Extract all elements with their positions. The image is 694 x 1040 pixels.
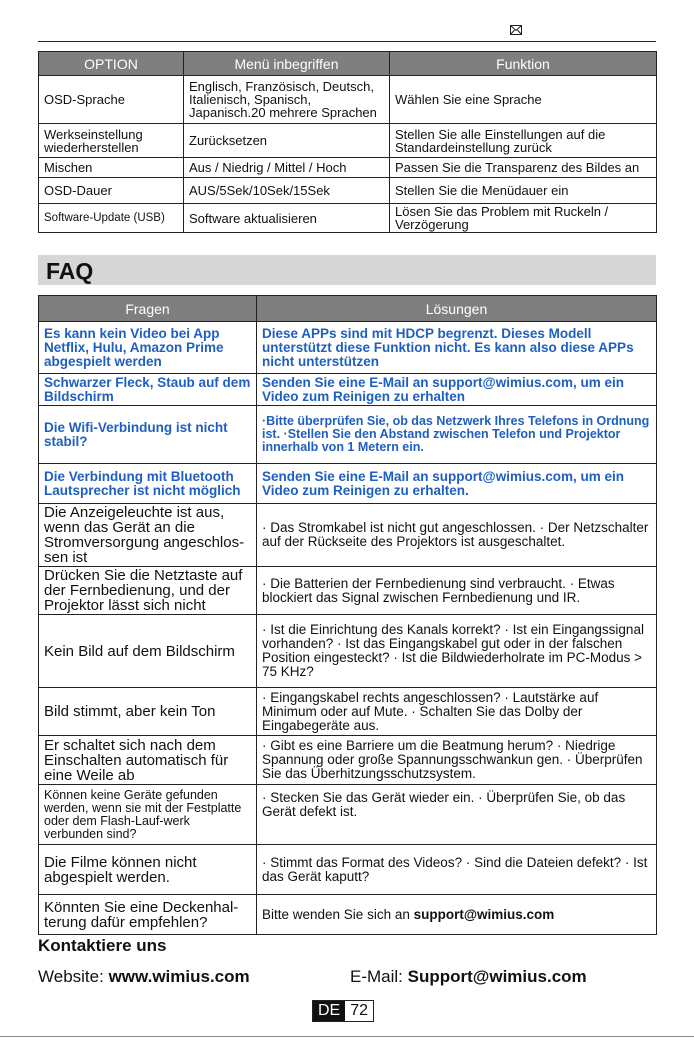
faq-answer: · Die Batterien der Fernbedienung sind verbraucht. · Etwas blockiert das Signal zwischen Fernbedienung und IR.: [257, 567, 657, 615]
faq-answer: · Ist die Einrichtung des Kanals korrekt? · Ist ein Eingangssignal vorhanden? · Ist das Eingangskabel gut oder in der falschen Position eingesteckt? · Ist die Bildwiederholrate im PC-Modus > 75 KHz?: [257, 615, 657, 688]
language-label: DE: [313, 1001, 345, 1021]
contact-title: Kontaktiere uns: [38, 936, 167, 955]
faq-header-solutions: Lösungen: [257, 296, 657, 322]
table-row: [39, 158, 657, 178]
table-row: [39, 688, 657, 736]
options-header-option: OPTION: [39, 52, 184, 76]
option-menu: Zurücksetzen: [184, 124, 390, 158]
faq-question: Die Anzeigeleuchte ist aus, wenn das Gerät an die Stromversorgung angeschlos-sen ist: [39, 504, 257, 567]
email-line: [350, 967, 587, 987]
option-name: OSD-Dauer: [39, 178, 184, 204]
option-name: Werkseinstellung wiederherstellen: [39, 124, 184, 158]
faq-title: FAQ: [46, 258, 94, 284]
table-row: [39, 785, 657, 845]
option-function: Stellen Sie alle Einstellungen auf die Standardeinstellung zurück: [390, 124, 657, 158]
faq-answer: · Stimmt das Format des Videos? · Sind die Dateien defekt? · Ist das Gerät kaputt?: [257, 845, 657, 895]
option-name: Software-Update (USB): [39, 204, 184, 233]
table-row: [39, 124, 657, 158]
page-badge: [312, 1000, 374, 1022]
faq-question: Er schaltet sich nach dem Einschalten automatisch für eine Weile ab: [39, 736, 257, 785]
option-name: Mischen: [39, 158, 184, 178]
option-menu: AUS/5Sek/10Sek/15Sek: [184, 178, 390, 204]
option-menu: Software aktualisieren: [184, 204, 390, 233]
table-row: [39, 322, 657, 374]
faq-answer: · Das Stromkabel ist nicht gut angeschlossen. · Der Netzschalter auf der Rückseite des Projektors ist ausgeschaltet.: [257, 504, 657, 567]
faq-answer-prefix: Bitte wenden Sie sich an: [262, 906, 414, 922]
faq-question: Könnten Sie eine Deckenhal-terung dafür empfehlen?: [39, 895, 257, 935]
table-row: [39, 895, 657, 935]
option-function: Passen Sie die Transparenz des Bildes an: [390, 158, 657, 178]
website-line: [38, 967, 250, 987]
faq-question: Drücken Sie die Netztaste auf der Fernbedienung, und der Projektor lässt sich nicht: [39, 567, 257, 615]
faq-question: Die Wifi-Verbindung ist nicht stabil?: [39, 406, 257, 464]
table-row: [39, 406, 657, 464]
table-row: [39, 736, 657, 785]
faq-header-questions: Fragen: [39, 296, 257, 322]
faq-table: [38, 295, 657, 935]
website-label: Website:: [38, 967, 109, 986]
table-row: [39, 178, 657, 204]
table-row: [39, 567, 657, 615]
faq-answer: · Gibt es eine Barriere um die Beatmung herum? · Niedrige Spannung oder große Spannungsschwankun gen. · Überprüfen Sie das Überhitzungsschutzsystem.: [257, 736, 657, 785]
faq-answer: Diese APPs sind mit HDCP begrenzt. Dieses Modell unterstützt diese Funktion nicht. Es kann also diese APPs nicht unterstützen: [257, 322, 657, 374]
faq-answer: Senden Sie eine E-Mail an support@wimius.com, um ein Video zum Reinigen zu erhalten.: [257, 464, 657, 504]
option-menu: Aus / Niedrig / Mittel / Hoch: [184, 158, 390, 178]
faq-answer: [257, 895, 657, 935]
support-email-link[interactable]: support@wimius.com: [413, 906, 555, 922]
faq-question: Können keine Geräte gefunden werden, wenn sie mit der Festplatte oder dem Flash-Lauf-werk verbunden sind?: [39, 785, 257, 845]
option-function: Wählen Sie eine Sprache: [390, 76, 657, 124]
options-header-function: Funktion: [390, 52, 657, 76]
options-table: [38, 51, 657, 233]
table-row: [39, 504, 657, 567]
option-name: OSD-Sprache: [39, 76, 184, 124]
faq-answer: ·Bitte überprüfen Sie, ob das Netzwerk Ihres Telefons in Ordnung ist. ·Stellen Sie den Abstand zwischen Telefon und Projektor innerhalb von 1 Metern ein.: [257, 406, 657, 464]
option-menu: Englisch, Französisch, Deutsch, Italienisch, Spanisch, Japanisch.20 mehrere Sprachen: [184, 76, 390, 124]
table-row: [39, 374, 657, 406]
header-rule: [38, 41, 656, 42]
footer-rule: [0, 1036, 694, 1037]
faq-answer: · Eingangskabel rechts angeschlossen? · Lautstärke auf Minimum oder auf Mute. · Schalten Sie das Dolby der Eingabegeräte aus.: [257, 688, 657, 736]
table-row: [39, 845, 657, 895]
email-label: E-Mail:: [350, 967, 408, 986]
faq-question: Bild stimmt, aber kein Ton: [39, 688, 257, 736]
table-row: [39, 76, 657, 124]
option-function: Stellen Sie die Menüdauer ein: [390, 178, 657, 204]
faq-answer: · Stecken Sie das Gerät wieder ein. · Überprüfen Sie, ob das Gerät defekt ist.: [257, 785, 657, 845]
mail-icon: [510, 25, 522, 35]
option-function: Lösen Sie das Problem mit Ruckeln / Verzögerung: [390, 204, 657, 233]
faq-question: Es kann kein Video bei App Netflix, Hulu, Amazon Prime abgespielt werden: [39, 322, 257, 374]
email-link[interactable]: Support@wimius.com: [407, 967, 587, 986]
website-link[interactable]: www.wimius.com: [108, 967, 250, 986]
options-header-menu: Menü inbegriffen: [184, 52, 390, 76]
faq-question: Die Verbindung mit Bluetooth Lautsprecher ist nicht möglich: [39, 464, 257, 504]
table-row: [39, 464, 657, 504]
faq-answer: Senden Sie eine E-Mail an support@wimius.com, um ein Video zum Reinigen zu erhalten: [257, 374, 657, 406]
table-row: [39, 615, 657, 688]
table-row: [39, 204, 657, 233]
faq-question: Kein Bild auf dem Bildschirm: [39, 615, 257, 688]
page-number: 72: [345, 1001, 373, 1021]
faq-banner: [38, 255, 656, 285]
faq-question: Die Filme können nicht abgespielt werden.: [39, 845, 257, 895]
faq-question: Schwarzer Fleck, Staub auf dem Bildschirm: [39, 374, 257, 406]
